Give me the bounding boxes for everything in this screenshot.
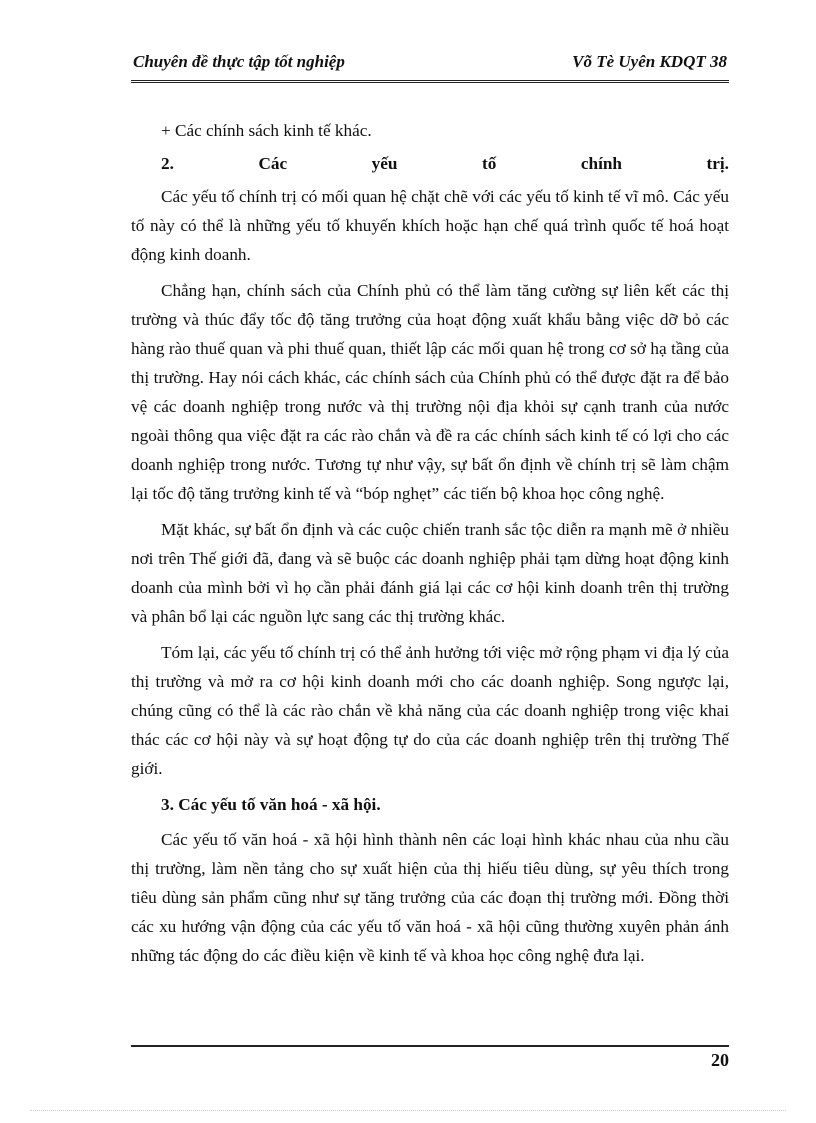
section-2-word: tố bbox=[482, 154, 497, 173]
section-2-word: 2. bbox=[161, 154, 174, 173]
section-2-word: trị. bbox=[706, 154, 729, 173]
page-header bbox=[131, 50, 729, 83]
paragraph-5: Các yếu tố văn hoá - xã hội hình thành nên các loại hình khác nhau của nhu cầu thị trường, làm nền tảng cho sự xuất hiện của thị hiếu tiêu dùng, sự yêu thích trong tiêu dùng sản phẩm cũng như sự tăng trưởng của các đoạn thị trường mới. Đồng thời các xu hướng vận động của các yếu tố văn hoá - xã hội cũng thường xuyên phản ánh những tác động do các điều kiện về kinh tế và khoa học công nghệ đưa lại. bbox=[131, 830, 729, 965]
header-author: Võ Tè Uyên KDQT 38 bbox=[572, 52, 727, 71]
section-2-heading bbox=[131, 149, 729, 178]
paragraph-3: Mặt khác, sự bất ổn định và các cuộc chiến tranh sắc tộc diễn ra mạnh mẽ ở nhiều nơi trên Thế giới đã, đang và sẽ buộc các doanh nghiệp phải tạm dừng hoạt động kinh doanh của mình bởi vì họ cần phải đánh giá lại các cơ hội kinh doanh trên thị trường và phân bổ lại các nguồn lực sang các thị trường khác. bbox=[131, 520, 729, 626]
section-2-word: chính bbox=[580, 154, 622, 173]
intro-line: + Các chính sách kinh tế khác. bbox=[161, 121, 372, 140]
paragraph-2: Chẳng hạn, chính sách của Chính phủ có thể làm tăng cường sự liên kết các thị trường và thúc đẩy tốc độ tăng trưởng của hoạt động xuất khẩu bằng việc dỡ bỏ các hàng rào thuế quan và phi thuế quan, thiết lập các mối quan hệ trong cơ sở hạ tầng của thị trường. Hay nói cách khác, các chính sách của Chính phủ có thể được đặt ra để bảo vệ các doanh nghiệp trong nước và thị trường nội địa khỏi sự cạnh tranh của nước ngoài thông qua việc đặt ra các rào chắn và đề ra các chính sách kinh tế có lợi cho các doanh nghiệp trong nước. Tương tự như vậy, sự bất ổn định về chính trị sẽ làm chậm lại tốc độ tăng trưởng kinh tế và “bóp nghẹt” các tiến bộ khoa học công nghệ. bbox=[131, 281, 729, 503]
section-3-heading: 3. Các yếu tố văn hoá - xã hội. bbox=[161, 795, 381, 814]
page-number: 20 bbox=[711, 1050, 729, 1070]
header-title: Chuyên đề thực tập tốt nghiệp bbox=[133, 52, 345, 71]
paragraph-4: Tóm lại, các yếu tố chính trị có thể ảnh hưởng tới việc mở rộng phạm vi địa lý của thị trường và mở ra cơ hội kinh doanh mới cho các doanh nghiệp. Song ngược lại, chúng cũng có thể là các rào chắn về khả năng của các doanh nghiệp trong việc khai thác các cơ hội này và sự hoạt động tự do của các doanh nghiệp trên thị trường Thế giới. bbox=[131, 643, 729, 778]
section-2-word: Các bbox=[258, 154, 288, 173]
paragraph-1: Các yếu tố chính trị có mối quan hệ chặt chẽ với các yếu tố kinh tế vĩ mô. Các yếu tố này có thể là những yếu tố khuyến khích hoặc hạn chế quá trình quốc tế hoá hoạt động kinh doanh. bbox=[131, 187, 729, 264]
footer-divider bbox=[131, 1045, 729, 1047]
body-text bbox=[131, 116, 729, 977]
section-2-word: yếu bbox=[371, 154, 398, 173]
page-edge-divider bbox=[30, 1110, 786, 1111]
